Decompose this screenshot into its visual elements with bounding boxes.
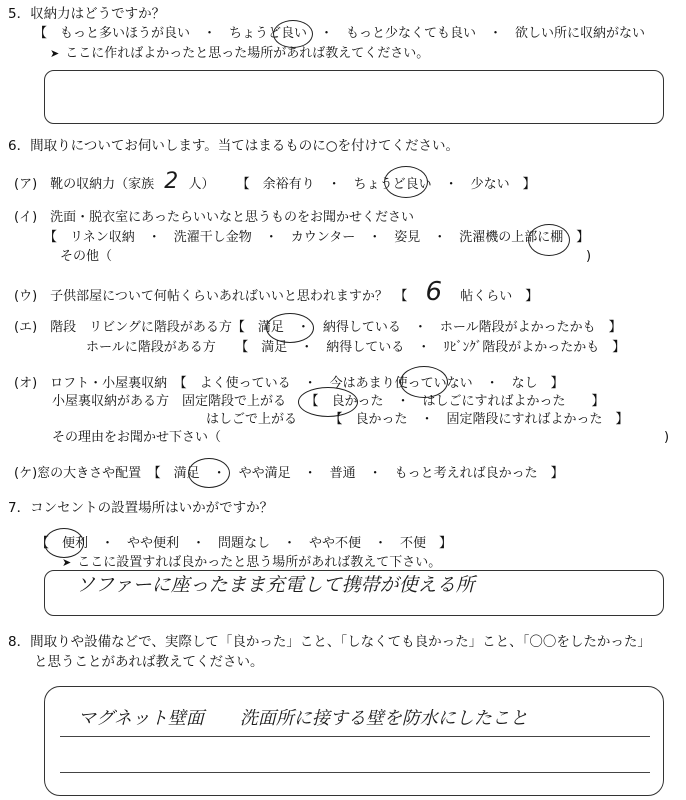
arrow-right-icon: ➤ — [62, 556, 72, 569]
arrow-right-icon: ➤ — [50, 47, 60, 60]
q6-u-label: (ウ) 子供部屋について何帖くらいあればいいと思われますか？ 【 — [14, 289, 408, 304]
q6-a-options: 【 余裕有り ・ ちょうど良い ・ 少ない 】 — [236, 177, 536, 192]
q7-prompt-line — [62, 555, 441, 571]
q5-options: 【 もっと多いほうが良い ・ ちょうど良い ・ もっと少なくても良い ・ 欲しい所に収納がない — [34, 26, 646, 41]
q5-prompt-line — [50, 46, 429, 62]
q6-o-label: (オ) ロフト・小屋裏収納 【 よく使っている ・ 今はあまり使っていない ・ なし 】 — [14, 376, 564, 391]
q6-o-line2: 小屋裏収納がある方 固定階段で上がる 【 良かった ・ はしごにすればよかった 】 — [52, 394, 605, 409]
q6-title: 6．間取りについてお伺いします。当てはまるものに○を付けてください。 — [8, 138, 460, 154]
q8-answer-line-1 — [60, 736, 650, 737]
q7-answer: ソファーに座ったまま充電して携帯が使える所 — [76, 574, 475, 596]
q6-a-row — [14, 169, 536, 194]
q6-a-unit: 人） — [188, 177, 215, 192]
q6-e-label: (エ) 階段 リビングに階段がある方【 満足 ・ 納得している ・ ホール階段がよかったかも 】 — [14, 320, 622, 335]
q6-u-unit: 帖くらい 】 — [460, 289, 539, 304]
q6-o-line4: その理由をお聞かせ下さい（ — [52, 430, 222, 445]
q6-i-label: (イ) 洗面・脱衣室にあったらいいなと思うものをお聞かせください — [14, 210, 415, 225]
q6-ke-label: (ケ)窓の大きさや配置 【 満足 ・ やや満足 ・ 普通 ・ もっと考えれば良かった 】 — [14, 466, 564, 481]
q8-title2: と思うことがあれば教えてください。 — [34, 654, 264, 670]
q6-o-line3: はしごで上がる 【 良かった ・ 固定階段にすればよかった 】 — [206, 412, 629, 427]
q5-prompt: ここに作ればよかったと思った場所があれば教えてください。 — [65, 46, 430, 61]
q6-a-family-count: 2 — [164, 169, 179, 194]
q7-prompt: ここに設置すれば良かったと思う場所があれば教えて下さい。 — [77, 555, 442, 570]
q7-options: 【 便利 ・ やや便利 ・ 問題なし ・ やや不便 ・ 不便 】 — [36, 536, 453, 551]
q6-i-options: 【 リネン収納 ・ 洗濯干し金物 ・ カウンター ・ 姿見 ・ 洗濯機の上部に棚 】 — [44, 230, 590, 245]
q5-title: 5．収納力はどうですか？ — [8, 6, 166, 22]
q6-o-line4-close: ) — [664, 430, 670, 445]
q8-answer: マグネット壁面 洗面所に接する壁を防水にしたこと — [78, 708, 528, 729]
q6-i-other: その他（ — [60, 249, 113, 264]
q6-e-line2: ホールに階段がある方 【 満足 ・ 納得している ・ ﾘﾋﾞﾝｸﾞ階段がよかったかも 】 — [86, 340, 626, 355]
q6-a-label: (ア) 靴の収納力（家族 — [14, 177, 155, 192]
q6-i-other-close: ) — [586, 249, 592, 264]
q8-answer-box[interactable] — [44, 686, 664, 796]
q6-u-row — [14, 277, 539, 307]
q8-answer-line-2 — [60, 772, 650, 773]
q5-answer-box[interactable] — [44, 70, 664, 124]
q7-title: 7．コンセントの設置場所はいかがですか？ — [8, 500, 274, 516]
q6-u-value: 6 — [425, 277, 443, 307]
q8-title: 8．間取りや設備などで、実際して「良かった」こと、「しなくても良かった」こと、「〇〇をしたかった」 — [8, 634, 651, 650]
